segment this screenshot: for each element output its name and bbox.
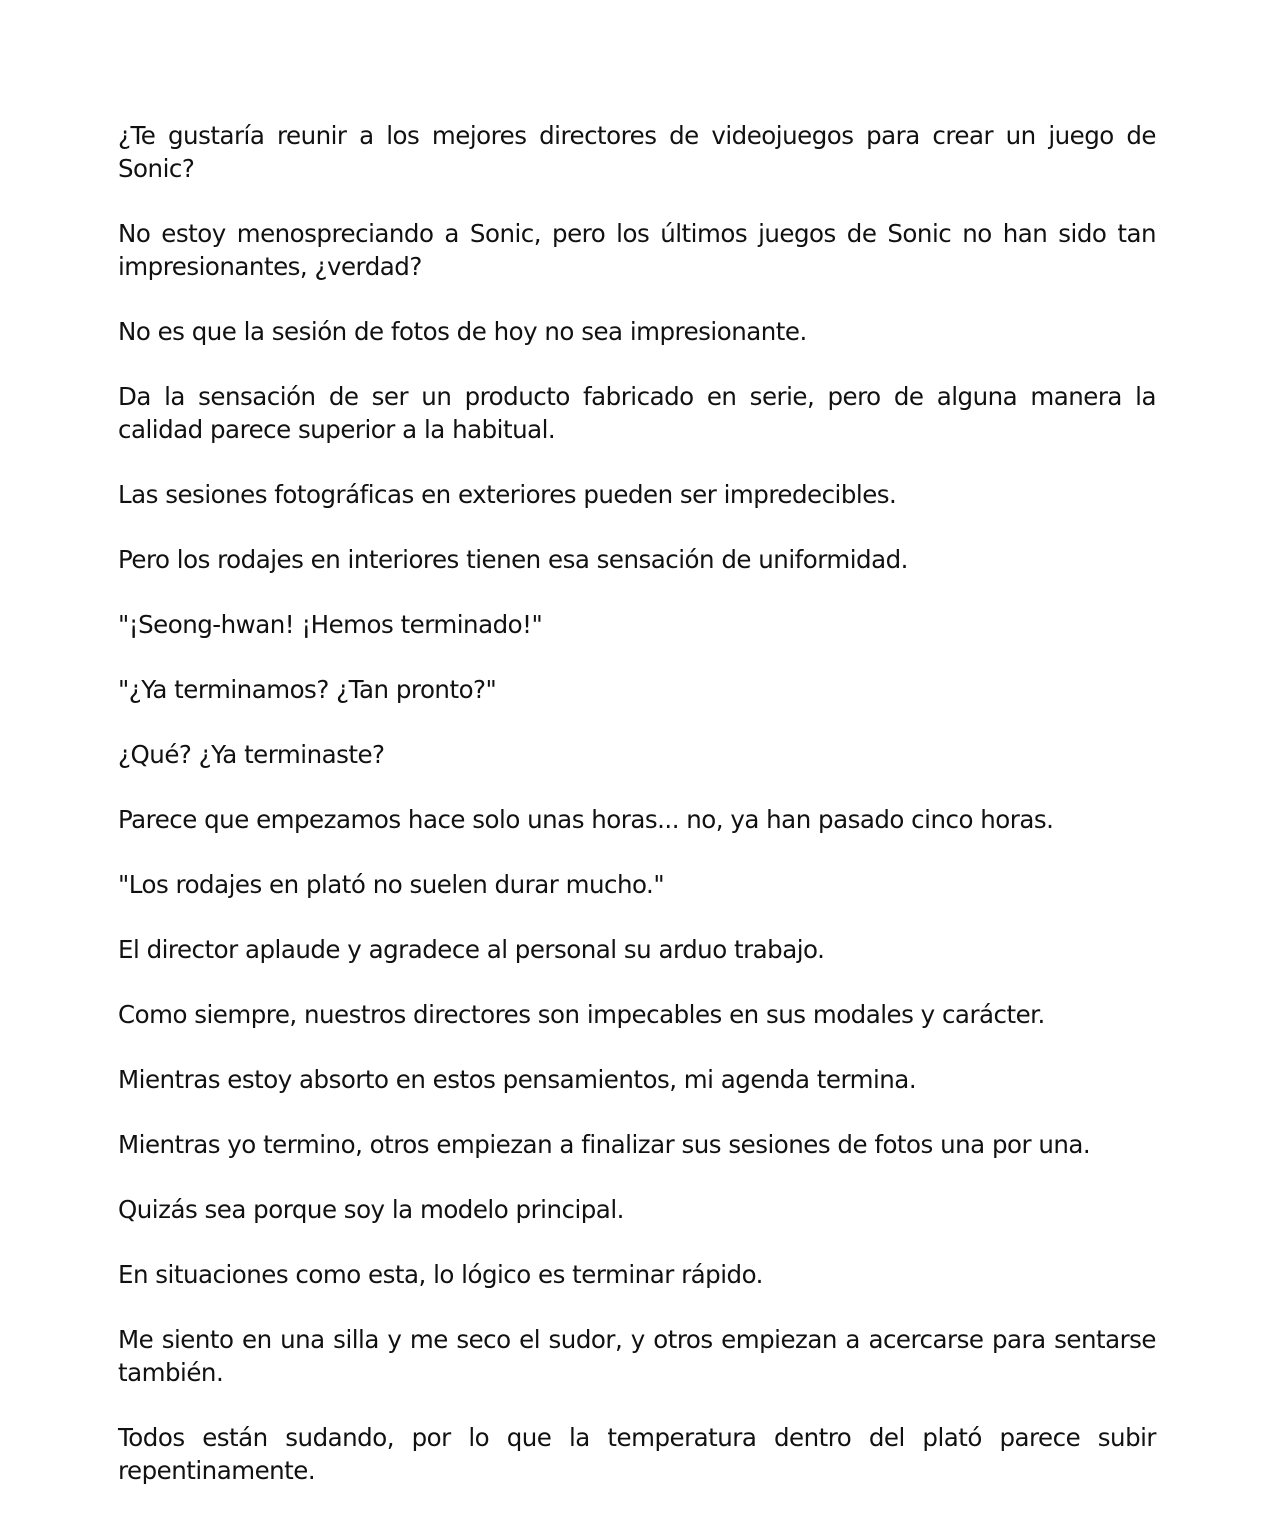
paragraph: Pero los rodajes en interiores tienen esa sensación de uniformidad. (118, 545, 908, 574)
paragraph: Las sesiones fotográficas en exteriores pueden ser impredecibles. (118, 480, 897, 509)
paragraph: Me siento en una silla y me seco el sudor, y otros empiezan a acercarse para sentarse también. (118, 1325, 1156, 1387)
paragraph: "¿Ya terminamos? ¿Tan pronto?" (118, 675, 497, 704)
paragraph: Da la sensación de ser un producto fabricado en serie, pero de alguna manera la calidad parece superior a la habitual. (118, 382, 1156, 444)
paragraph: Como siempre, nuestros directores son impecables en sus modales y carácter. (118, 1000, 1045, 1029)
paragraph: Parece que empezamos hace solo unas horas... no, ya han pasado cinco horas. (118, 805, 1054, 834)
paragraph: Todos están sudando, por lo que la temperatura dentro del plató parece subir repentinamente. (118, 1423, 1156, 1485)
paragraph: No estoy menospreciando a Sonic, pero los últimos juegos de Sonic no han sido tan impresionantes, ¿verdad? (118, 219, 1156, 281)
paragraph: El director aplaude y agradece al personal su arduo trabajo. (118, 935, 825, 964)
document-body (118, 119, 1156, 1487)
paragraph: No es que la sesión de fotos de hoy no sea impresionante. (118, 317, 807, 346)
paragraph: "¡Seong-hwan! ¡Hemos terminado!" (118, 610, 543, 639)
paragraph: Mientras estoy absorto en estos pensamientos, mi agenda termina. (118, 1065, 917, 1094)
paragraph: Quizás sea porque soy la modelo principal. (118, 1195, 624, 1224)
paragraph: Mientras yo termino, otros empiezan a finalizar sus sesiones de fotos una por una. (118, 1130, 1091, 1159)
paragraph: "Los rodajes en plató no suelen durar mucho." (118, 870, 665, 899)
paragraph: ¿Te gustaría reunir a los mejores directores de videojuegos para crear un juego de Sonic? (118, 121, 1156, 183)
paragraph: En situaciones como esta, lo lógico es terminar rápido. (118, 1260, 763, 1289)
paragraph: ¿Qué? ¿Ya terminaste? (118, 740, 385, 769)
